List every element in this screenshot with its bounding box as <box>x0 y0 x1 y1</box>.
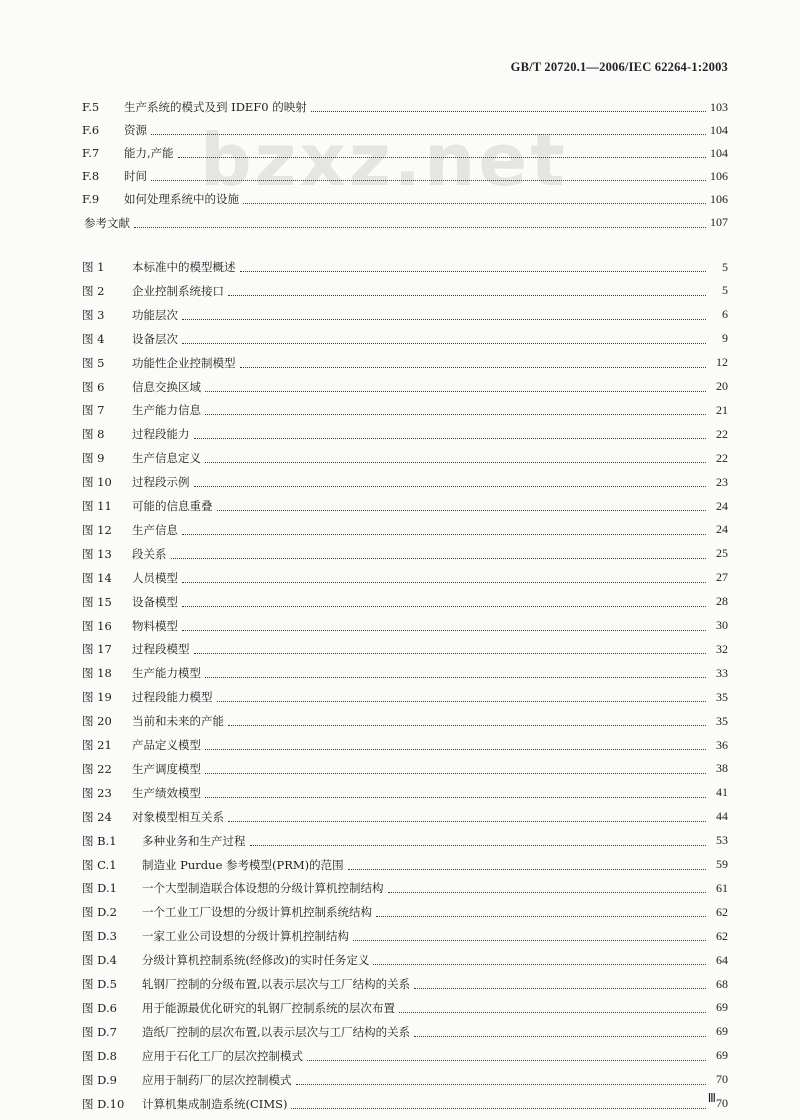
toc-entry-number: 图 D.2 <box>82 905 117 920</box>
toc-entry-title: 生产调度模型 <box>132 761 201 776</box>
dot-leader <box>182 318 706 320</box>
toc-entry-page: 36 <box>716 737 728 752</box>
toc-entry-number: 图 2 <box>82 283 105 298</box>
dot-leader <box>296 1083 707 1085</box>
toc-entry-number: F.7 <box>82 146 100 161</box>
toc-entry[interactable] <box>82 189 728 209</box>
toc-entry[interactable] <box>82 926 728 946</box>
dot-leader <box>311 110 706 112</box>
toc-entry-number: 图 9 <box>82 451 105 466</box>
toc-entry-title: 时间 <box>124 169 147 184</box>
toc-entry[interactable] <box>82 281 728 301</box>
toc-entry-page: 61 <box>716 880 728 895</box>
toc-entry-page: 106 <box>710 191 728 206</box>
toc-entry-page: 20 <box>716 379 728 393</box>
toc-entry[interactable] <box>82 878 728 898</box>
dot-leader <box>182 629 706 631</box>
toc-entry[interactable] <box>82 616 728 636</box>
toc-entry-title: 段关系 <box>132 546 167 561</box>
toc-entry-page: 5 <box>722 283 728 298</box>
toc-entry-page: 68 <box>716 976 728 991</box>
dot-leader <box>399 1011 706 1013</box>
toc-entry[interactable] <box>82 950 728 970</box>
toc-entry-number: 图 20 <box>82 714 112 729</box>
toc-entry-number: 图 D.1 <box>82 881 117 896</box>
toc-entry-page: 23 <box>716 474 728 489</box>
toc-entry-page: 22 <box>716 450 728 465</box>
dot-leader <box>178 156 706 158</box>
toc-entry-title: 多种业务和生产过程 <box>142 833 246 848</box>
toc-entry-page: 41 <box>716 785 728 800</box>
toc-entry-page: 35 <box>716 689 728 704</box>
dot-leader <box>376 915 706 917</box>
toc-entry[interactable] <box>82 472 728 492</box>
toc-entry-title: 制造业 Purdue 参考模型(PRM)的范围 <box>142 857 344 872</box>
dot-leader <box>182 605 706 607</box>
toc-entry[interactable] <box>82 974 728 994</box>
toc-entry-page: 5 <box>722 259 728 274</box>
toc-entry-number: 图 13 <box>82 546 112 561</box>
toc-entry-page: 30 <box>716 618 728 632</box>
toc-entry-page: 25 <box>716 546 728 561</box>
toc-entry[interactable] <box>82 448 728 468</box>
toc-entry[interactable] <box>82 711 728 731</box>
toc-entry-number: 图 22 <box>82 761 112 776</box>
toc-entry[interactable] <box>82 424 728 444</box>
dot-leader <box>205 390 706 392</box>
toc-entry-title: 分级计算机控制系统(经修改)的实时任务定义 <box>142 953 370 968</box>
toc-entry-number: 图 21 <box>82 738 112 752</box>
dot-leader <box>205 772 706 774</box>
dot-leader <box>414 987 706 989</box>
toc-entry-number: F.5 <box>82 100 100 114</box>
toc-entry-number: 图 24 <box>82 809 112 824</box>
dot-leader <box>243 202 706 204</box>
toc-entry[interactable] <box>82 329 728 349</box>
toc-entry-page: 104 <box>710 145 728 160</box>
toc-entry-title: 产品定义模型 <box>132 738 201 752</box>
toc-entry-number: 图 C.1 <box>82 857 117 872</box>
toc-entry[interactable] <box>82 663 728 683</box>
dot-leader <box>194 437 707 439</box>
toc-entry[interactable] <box>82 305 728 325</box>
toc-entry-number: 图 4 <box>82 331 105 346</box>
toc-entry-title: 过程段能力模型 <box>132 690 213 705</box>
toc-entry-page: 33 <box>716 665 728 680</box>
toc-entry-title: 一个工业工厂设想的分级计算机控制系统结构 <box>142 905 372 920</box>
toc-entry[interactable] <box>82 1070 728 1090</box>
toc-entry-title: 功能性企业控制模型 <box>132 355 236 370</box>
dot-leader <box>205 748 706 750</box>
toc-entry-title: 当前和未来的产能 <box>132 714 224 729</box>
toc-entry-title: 资源 <box>124 123 147 138</box>
toc-entry[interactable] <box>82 735 728 755</box>
dot-leader <box>151 133 706 135</box>
toc-entry-number: 图 D.9 <box>82 1072 117 1087</box>
dot-leader <box>151 179 706 181</box>
toc-entry-title: 如何处理系统中的设施 <box>124 192 239 207</box>
toc-entry-number: 图 17 <box>82 642 112 657</box>
toc-entry[interactable] <box>82 639 728 659</box>
toc-entry[interactable] <box>82 353 728 373</box>
toc-entry-number: 图 8 <box>82 427 105 442</box>
toc-entry-page: 69 <box>716 1024 728 1039</box>
toc-entry-number: F.6 <box>82 123 100 138</box>
toc-entry[interactable] <box>82 1046 728 1066</box>
toc-entry[interactable] <box>82 257 728 277</box>
toc-entry-page: 6 <box>722 307 728 322</box>
toc-entry-number: 图 14 <box>82 570 112 585</box>
dot-leader <box>194 652 707 654</box>
dot-leader <box>228 294 706 296</box>
dot-leader <box>348 868 706 870</box>
dot-leader <box>182 342 706 344</box>
toc-entry[interactable] <box>82 1094 728 1114</box>
toc-entry[interactable] <box>82 120 728 140</box>
toc-entry-number: 图 6 <box>82 379 105 394</box>
toc-entry-title: 一个大型制造联合体设想的分级计算机控制结构 <box>142 881 384 896</box>
toc-entry-number: 图 16 <box>82 618 112 633</box>
dot-leader <box>414 1035 706 1037</box>
toc-entry-number: 图 D.3 <box>82 929 117 944</box>
toc-entry-title: 一家工业公司设想的分级计算机控制结构 <box>142 929 349 944</box>
standard-number-header: GB/T 20720.1—2006/IEC 62264-1:2003 <box>510 60 728 74</box>
toc-entry-number: 图 15 <box>82 594 112 609</box>
toc-entry-title: 应用于制药厂的层次控制模式 <box>142 1072 292 1087</box>
toc-entry-title: 计算机集成制造系统(CIMS) <box>142 1096 288 1111</box>
dot-leader <box>240 270 707 272</box>
toc-entry[interactable] <box>82 496 728 516</box>
dot-leader <box>205 676 706 678</box>
toc-entry[interactable] <box>82 998 728 1018</box>
dot-leader <box>250 844 707 846</box>
page-number: Ⅲ <box>707 1091 716 1105</box>
toc-entry-page: 38 <box>716 761 728 776</box>
toc-entry-page: 9 <box>722 331 728 346</box>
toc-entry-title: 过程段能力 <box>132 427 190 442</box>
dot-leader <box>353 939 706 941</box>
toc-entry-title: 生产信息定义 <box>132 451 201 466</box>
toc-entry-page: 28 <box>716 594 728 609</box>
toc-entry-page: 35 <box>716 713 728 728</box>
toc-entry-title: 用于能源最优化研究的轧钢厂控制系统的层次布置 <box>142 1000 395 1015</box>
toc-entry[interactable] <box>82 213 728 233</box>
toc-entry-title: 信息交换区域 <box>132 379 201 394</box>
toc-entry[interactable] <box>82 831 728 851</box>
toc-entry-title: 设备模型 <box>132 594 178 609</box>
toc-entry-title: 能力,产能 <box>124 146 174 161</box>
toc-entry-number: 图 12 <box>82 522 112 537</box>
toc-entry-page: 53 <box>716 833 728 848</box>
toc-entry-title: 可能的信息重叠 <box>132 499 213 513</box>
toc-entry-number: 图 7 <box>82 403 105 418</box>
toc-entry-page: 70 <box>716 1096 728 1110</box>
toc-entry-title: 生产绩效模型 <box>132 785 201 800</box>
dot-leader <box>217 509 707 511</box>
toc-entry[interactable] <box>82 759 728 779</box>
toc-entry-title: 人员模型 <box>132 570 178 585</box>
toc-entry-page: 107 <box>710 215 728 229</box>
dot-leader <box>291 1107 706 1109</box>
dot-leader <box>228 724 706 726</box>
dot-leader <box>240 366 707 368</box>
toc-entry-number: 图 19 <box>82 690 112 705</box>
toc-entry-number: 图 5 <box>82 355 105 370</box>
dot-leader <box>205 461 706 463</box>
toc-entry[interactable] <box>82 902 728 922</box>
toc-entry[interactable] <box>82 166 728 186</box>
toc-entry-title: 设备层次 <box>132 331 178 346</box>
toc-entry-page: 24 <box>716 498 728 513</box>
toc-entry-number: 图 18 <box>82 666 112 681</box>
toc-entry-page: 62 <box>716 928 728 943</box>
toc-entry-title: 过程段模型 <box>132 642 190 657</box>
toc-entry-number: 图 11 <box>82 499 112 513</box>
dot-leader <box>171 557 707 559</box>
toc-entry-title: 本标准中的模型概述 <box>132 260 236 274</box>
toc-entry[interactable] <box>82 855 728 875</box>
toc-entry-title: 造纸厂控制的层次布置,以表示层次与工厂结构的关系 <box>142 1024 411 1039</box>
toc-entry-number: 图 D.5 <box>82 977 117 991</box>
toc-entry-title: 生产能力模型 <box>132 666 201 681</box>
dot-leader <box>205 796 706 798</box>
toc-entry-page: 22 <box>716 426 728 441</box>
dot-leader <box>373 963 706 965</box>
dot-leader <box>228 820 706 822</box>
toc-entry-number: 图 10 <box>82 475 112 490</box>
toc-entry-number: 图 3 <box>82 307 105 322</box>
toc-entry-title: 生产信息 <box>132 522 178 537</box>
toc-entry[interactable] <box>82 783 728 803</box>
dot-leader <box>182 533 706 535</box>
toc-entry-number: 图 D.8 <box>82 1048 117 1063</box>
dot-leader <box>194 485 707 487</box>
toc-entry[interactable] <box>82 520 728 540</box>
toc-entry-number: 图 1 <box>82 260 105 274</box>
toc-entry-title: 轧钢厂控制的分级布置,以表示层次与工厂结构的关系 <box>142 977 411 991</box>
toc-entry[interactable] <box>82 544 728 564</box>
toc-entry[interactable] <box>82 592 728 612</box>
dot-leader <box>182 581 706 583</box>
toc-entry-title: 生产能力信息 <box>132 403 201 418</box>
toc-entry-page: 70 <box>716 1072 728 1087</box>
watermark: bzxz.net <box>200 118 568 202</box>
toc-entry[interactable] <box>82 1022 728 1042</box>
toc-entry-page: 32 <box>716 641 728 656</box>
toc-entry-number: 图 23 <box>82 785 112 800</box>
dot-leader <box>205 413 706 415</box>
toc-entry-title: 功能层次 <box>132 307 178 322</box>
toc-entry-number: 图 D.4 <box>82 953 117 968</box>
toc-entry-number: 图 D.6 <box>82 1000 117 1015</box>
toc-entry-page: 27 <box>716 570 728 585</box>
toc-entry[interactable] <box>82 568 728 588</box>
toc-entry-number: F.9 <box>82 192 100 207</box>
toc-entry-title: 生产系统的模式及到 IDEF0 的映射 <box>124 100 307 114</box>
toc-entry-page: 69 <box>716 1048 728 1063</box>
toc-entry-page: 69 <box>716 1000 728 1015</box>
toc-entry[interactable] <box>82 400 728 420</box>
toc-entry-page: 64 <box>716 952 728 967</box>
toc-entry-title: 应用于石化工厂的层次控制模式 <box>142 1048 303 1063</box>
toc-entry-page: 44 <box>716 809 728 824</box>
toc-entry-page: 59 <box>716 857 728 871</box>
toc-entry[interactable] <box>82 807 728 827</box>
dot-leader <box>134 226 706 228</box>
toc-entry-page: 24 <box>716 522 728 537</box>
toc-entry[interactable] <box>82 377 728 397</box>
toc-entry-number: 图 D.10 <box>82 1096 125 1111</box>
toc-entry[interactable] <box>82 143 728 163</box>
dot-leader <box>388 891 707 893</box>
dot-leader <box>307 1059 706 1061</box>
toc-entry-page: 12 <box>716 355 728 370</box>
toc-entry[interactable] <box>82 687 728 707</box>
toc-entry-title: 过程段示例 <box>132 475 190 490</box>
toc-entry-number: 图 D.7 <box>82 1024 117 1039</box>
toc-entry-page: 106 <box>710 168 728 183</box>
toc-entry-page: 104 <box>710 122 728 137</box>
toc-entry-title: 企业控制系统接口 <box>132 283 224 298</box>
toc-entry-title: 对象模型相互关系 <box>132 809 224 824</box>
toc-entry-number: F.8 <box>82 169 100 184</box>
dot-leader <box>217 700 707 702</box>
toc-entry-page: 21 <box>716 402 728 417</box>
toc-entry-title: 参考文献 <box>84 215 130 230</box>
toc-entry-title: 物料模型 <box>132 618 178 633</box>
toc-entry[interactable] <box>82 97 728 117</box>
toc-entry-page: 103 <box>710 99 728 114</box>
toc-entry-number: 图 B.1 <box>82 833 117 848</box>
toc-entry-page: 62 <box>716 904 728 919</box>
